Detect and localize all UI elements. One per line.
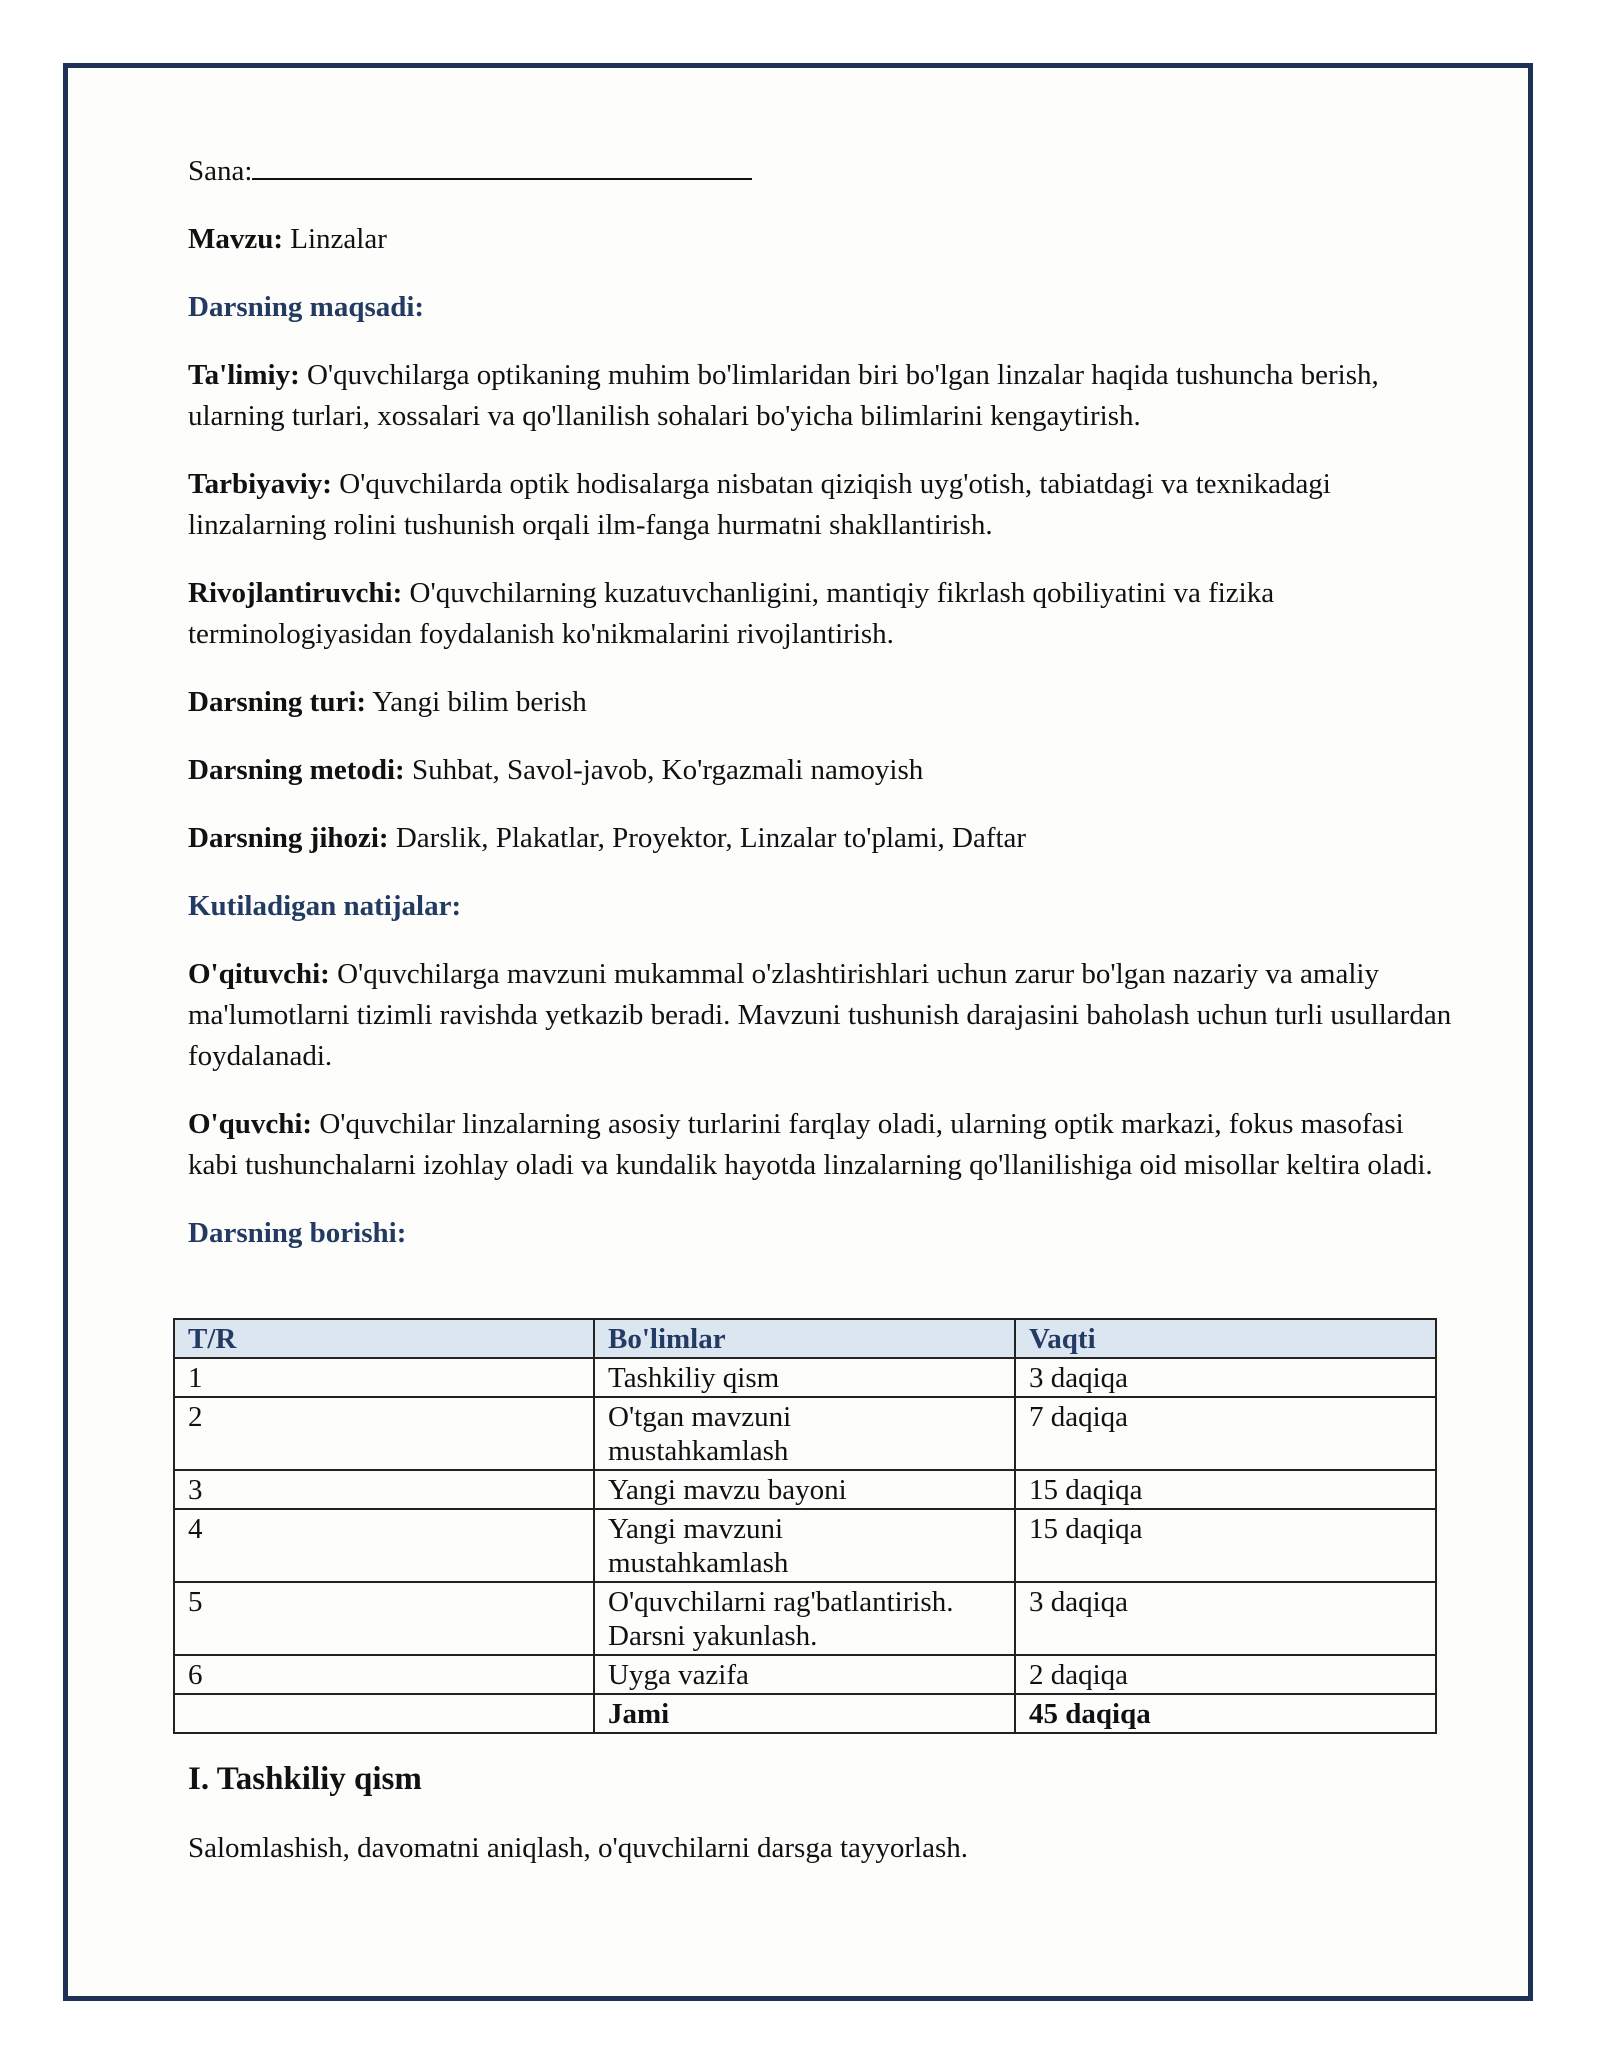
goal-upbringing-label: Tarbiyaviy: [188, 468, 332, 500]
goal-developmental [188, 573, 1458, 655]
row-time: 3 daqiqa [1015, 1582, 1436, 1655]
date-blank-line [252, 150, 752, 180]
table-header-row [174, 1319, 1436, 1358]
lesson-equipment-value: Darslik, Plakatlar, Proyektor, Linzalar to'plami, Daftar [395, 822, 1027, 854]
column-header-sections: Bo'limlar [594, 1319, 1015, 1358]
table-row [174, 1509, 1436, 1582]
goal-upbringing [188, 464, 1458, 546]
lesson-method [188, 750, 1458, 791]
row-time: 15 daqiqa [1015, 1509, 1436, 1582]
row-section: Yangi mavzuni mustahkamlash [594, 1509, 1015, 1582]
row-number: 6 [174, 1655, 594, 1694]
table-row [174, 1470, 1436, 1509]
table-row [174, 1397, 1436, 1470]
lesson-type [188, 682, 1458, 723]
lesson-type-value: Yangi bilim berish [372, 686, 587, 718]
row-section: O'tgan mavzuni mustahkamlash [594, 1397, 1015, 1470]
row-number: 4 [174, 1509, 594, 1582]
row-number: 5 [174, 1582, 594, 1655]
column-header-time: Vaqti [1015, 1319, 1436, 1358]
outcome-student [188, 1104, 1458, 1186]
lesson-equipment [188, 818, 1458, 859]
lesson-plan-body [188, 150, 1458, 1281]
topic-value: Linzalar [290, 223, 387, 255]
row-time: 7 daqiqa [1015, 1397, 1436, 1470]
table-row [174, 1358, 1436, 1397]
outcome-student-label: O'quvchi: [188, 1108, 313, 1140]
goal-developmental-label: Rivojlantiruvchi: [188, 577, 403, 609]
section-text: Salomlashish, davomatni aniqlash, o'quvchilarni darsga tayyorlash. [188, 1832, 969, 1864]
total-value: 45 daqiqa [1015, 1694, 1436, 1733]
outcome-teacher-label: O'qituvchi: [188, 958, 330, 990]
row-time: 3 daqiqa [1015, 1358, 1436, 1397]
goal-educational [188, 355, 1458, 437]
row-section: Tashkiliy qism [594, 1358, 1015, 1397]
row-section: Uyga vazifa [594, 1655, 1015, 1694]
section-title: I. Tashkiliy qism [188, 1761, 422, 1797]
progress-heading: Darsning borishi: [188, 1217, 407, 1249]
goal-educational-label: Ta'limiy: [188, 359, 300, 391]
row-number: 2 [174, 1397, 594, 1470]
topic-line [188, 219, 1458, 260]
topic-label: Mavzu: [188, 223, 284, 255]
date-label: Sana: [188, 155, 253, 187]
lesson-progress-table [173, 1318, 1437, 1734]
goal-developmental-text: O'quvchilarning kuzatuvchanligini, mantiqiy fikrlash qobiliyatini va fizika terminologiyasidan foydalanish ko'nikmalarini rivojlantirish. [188, 577, 1275, 650]
goal-upbringing-text: O'quvchilarda optik hodisalarga nisbatan qiziqish uyg'otish, tabiatdagi va texnikadagi linzalarning rolini tushunish orqali ilm-fanga hurmatni shakllantirish. [188, 468, 1331, 541]
outcome-teacher [188, 954, 1458, 1077]
goal-educational-text: O'quvchilarga optikaning muhim bo'limlaridan biri bo'lgan linzalar haqida tushuncha berish, ularning turlari, xossalari va qo'llanilish sohalari bo'yicha bilimlarini kengaytirish. [188, 359, 1379, 432]
lesson-type-label: Darsning turi: [188, 686, 367, 718]
row-section: O'quvchilarni rag'batlantirish. Darsni yakunlash. [594, 1582, 1015, 1655]
table-row [174, 1582, 1436, 1655]
total-empty-cell [174, 1694, 594, 1733]
outcome-student-text: O'quvchilar linzalarning asosiy turlarini farqlay oladi, ularning optik markazi, fokus masofasi kabi tushunchalarni izohlay oladi va kundalik hayotda linzalarning qo'llanilishiga oid misollar keltira oladi. [188, 1108, 1433, 1181]
date-field [188, 150, 1458, 192]
row-section: Yangi mavzu bayoni [594, 1470, 1015, 1509]
row-number: 1 [174, 1358, 594, 1397]
column-header-number: T/R [174, 1319, 594, 1358]
total-label: Jami [594, 1694, 1015, 1733]
row-time: 2 daqiqa [1015, 1655, 1436, 1694]
goals-heading: Darsning maqsadi: [188, 291, 425, 323]
lesson-equipment-label: Darsning jihozi: [188, 822, 389, 854]
outcome-teacher-text: O'quvchilarga mavzuni mukammal o'zlashtirishlari uchun zarur bo'lgan nazariy va amaliy ma'lumotlarni tizimli ravishda yetkazib beradi. Mavzuni tushunish darajasini baholash uchun turli usullardan foydalanadi. [188, 958, 1452, 1072]
lesson-method-value: Suhbat, Savol-javob, Ko'rgazmali namoyish [411, 754, 924, 786]
table-row [174, 1655, 1436, 1694]
lesson-method-label: Darsning metodi: [188, 754, 405, 786]
row-number: 3 [174, 1470, 594, 1509]
outcomes-heading: Kutiladigan natijalar: [188, 890, 462, 922]
table-total-row [174, 1694, 1436, 1733]
row-time: 15 daqiqa [1015, 1470, 1436, 1509]
